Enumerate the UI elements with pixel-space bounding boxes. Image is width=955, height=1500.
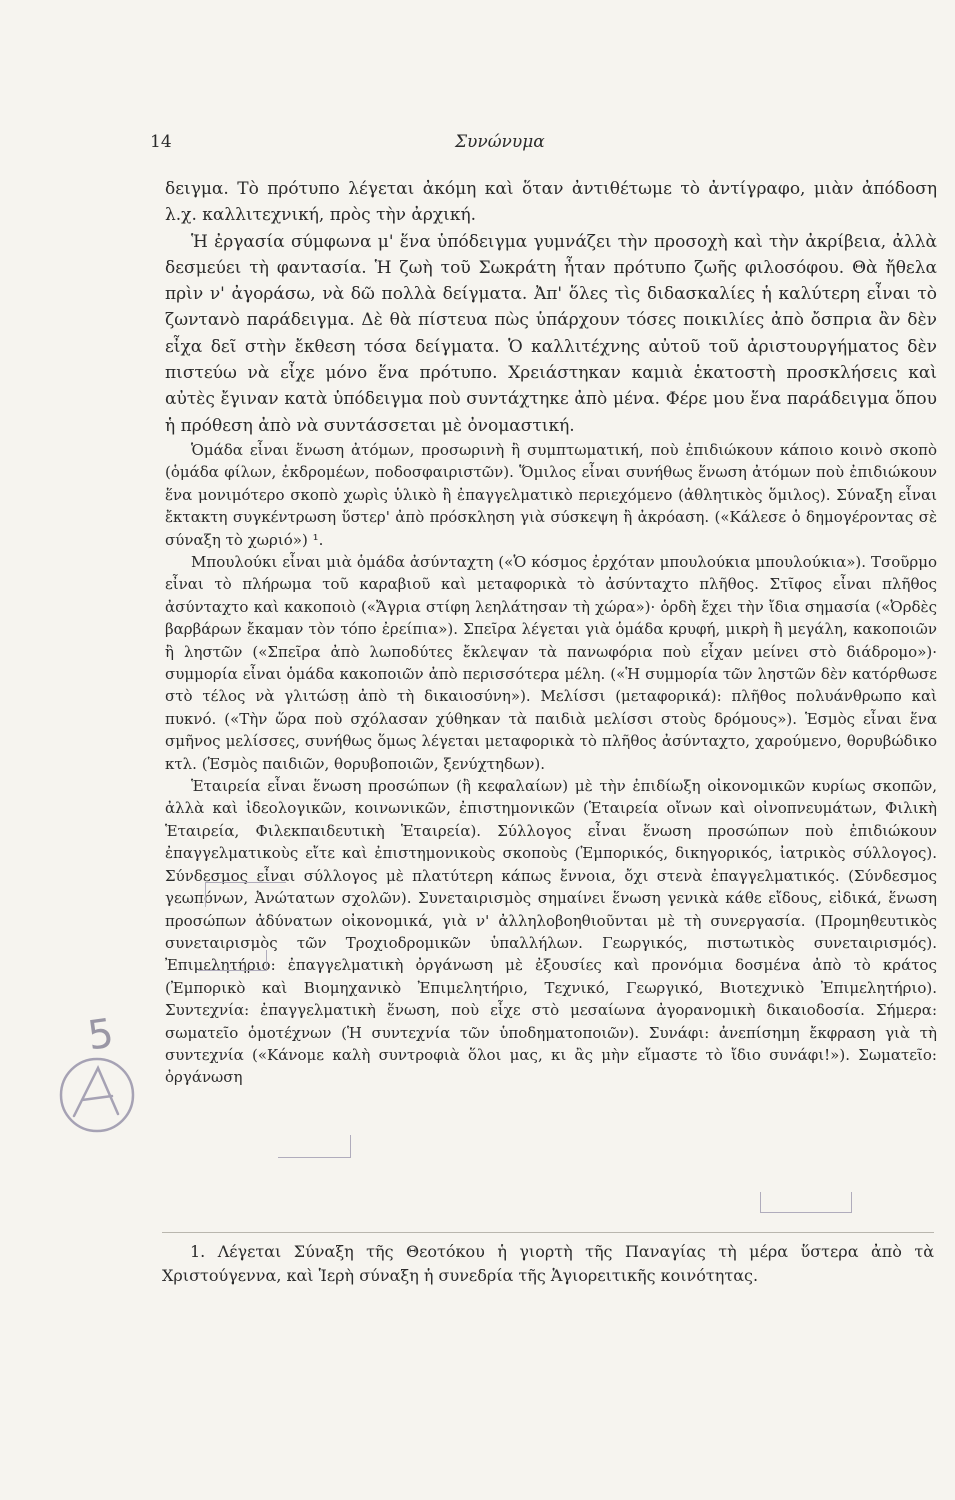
- pencil-bracket-mark: [198, 950, 267, 971]
- paragraph-4: Μπουλούκι εἶναι μιὰ ὁμάδα ἀσύνταχτη («Ὁ κόσμος ἐρχόταν μπουλούκια μπουλούκια»). Τσοῦρμο εἶναι τὸ πλήρωμα τοῦ καραβιοῦ καὶ μεταφορικὰ τὸ ἀσύνταχτο πλῆθος. Στῖφος εἶναι πλῆθος ἀσύνταχτο καὶ κακοποιὸ («Ἄγρια στίφη λεηλάτησαν τὴ χώρα»)· ὁρδὴ ἔχει τὴν ἴδια σημασία («Ὀρδὲς βαρβάρων ἔκαμαν τὸν τόπο ἐρείπια»). Σπεῖρα λέγεται γιὰ ὁμάδα κρυφή, μικρὴ ἢ μεγάλη, κακοποιῶν ἢ ληστῶν («Σπεῖρα ἀπὸ λωποδύτες ἔκλεψαν τὰ πανωφόρια ποὺ εἶχαν μείνει στὸ διάδρομο»)· συμμορία εἶναι ὁμάδα κακοποιῶν ἀπὸ περισσότερα μέλη. («Ἡ συμμορία τῶν ληστῶν δὲν κατόρθωσε στὸ τέλος νὰ γλιτώσῃ ἀπὸ τὴ δικαιοσύνη»). Μελίσσι (μεταφορικά): πλῆθος πολυάνθρωπο καὶ πυκνό. («Τὴν ὥρα ποὺ σχόλασαν χύθηκαν τὰ παιδιὰ μελίσσι στοὺς δρόμους»). Ἑσμὸς εἶναι ἕνα σμῆνος μελίσσες, συνήθως ὅμως λέγεται μεταφορικὰ τὸ πλῆθος ἀσύνταχτο, χαρούμενο, θορυβώδικο κτλ. (Ἑσμὸς παιδιῶν, θορυβοποιῶν, ξενύχτηδων).: [165, 553, 937, 773]
- paragraph-1: δειγμα. Τὸ πρότυπο λέγεται ἀκόμη καὶ ὅταν ἀντιθέτωμε τὸ ἀντίγραφο, μιὰν ἀπόδοση λ.χ. καλλιτεχνική, πρὸς τὴν ἀρχική.: [165, 179, 937, 226]
- paragraph-5: Ἑταιρεία εἶναι ἕνωση προσώπων (ἢ κεφαλαίων) μὲ τὴν ἐπιδίωξη οἰκονομικῶν κυρίως σκοπῶν, ἀλλὰ καὶ ἰδεολογικῶν, κοινωνικῶν, ἐπιστημονικῶν (Ἑταιρεία οἴνων καὶ οἰνοπνευμάτων, Φιλικὴ Ἑταιρεία, Φιλεκπαιδευτικὴ Ἑταιρεία). Σύλλογος εἶναι ἕνωση προσώπων ποὺ ἐπιδιώκουν ἐπαγγελματικοὺς εἴτε καὶ ἐπιστημονικοὺς σκοποὺς (Ἐμπορικός, δικηγορικός, ἰατρικὸς σύλλογος). Σύνδεσμος εἶναι σύλλογος μὲ πλατύτερη κάπως ἔννοια, ὄχι στενὰ ἐπαγγελματικός. (Σύνδεσμος γεωπόνων, Ἀνώτατων σχολῶν). Συνεταιρισμὸς σημαίνει ἕνωση γενικὰ κάθε εἴδους, εἰδικά, ἕνωση προσώπων ἀδύνατων οἰκονομικά, γιὰ ν' ἀλληλοβοηθιοῦνται μὲ τὴ συνεργασία. (Προμηθευτικὸς συνεταιρισμὸς τῶν Τροχιοδρομικῶν ὑπαλλήλων. Γεωργικός, πιστωτικὸς συνεταιρισμός). Ἐπιμελητήριο: ἐπαγγελματικὴ ὀργάνωση μὲ ἐξουσίες καὶ προνόμια δοσμένα ἀπὸ τὸ κράτος (Ἐμπορικὸ καὶ Βιομηχανικὸ Ἐπιμελητήριο, Τεχνικό, Γεωργικό, Βιοτεχνικὸ Ἐπιμελητήριο). Συντεχνία: ἐπαγγελματικὴ ἕνωση, ποὺ εἶχε στὸ μεσαίωνα ἀγορανομικὴ δικαιοδοσία. Σήμερα: σωματεῖο ὁμοτέχνων (Ἡ συντεχνία τῶν ὑποδηματοποιῶν). Συνάφι: ἀνεπίσημη ἔκφραση γιὰ τὴ συντεχνία («Κάνομε καλὴ συντροφιὰ ὅλοι μας, κι ἂς μὴν εἴμαστε τὸ ἴδιο συνάφι!»). Σωματεῖο: ὀργάνωση: [165, 777, 937, 1087]
- body-text: [165, 176, 937, 1089]
- pencil-bracket-mark: [760, 1192, 852, 1213]
- running-title: Συνώνυμα: [455, 132, 545, 152]
- paragraph-2: Ἡ ἐργασία σύμφωνα μ' ἕνα ὑπόδειγμα γυμνάζει τὴν προσοχὴ καὶ τὴν ἀκρίβεια, ἀλλὰ δεσμεύει τὴ φαντασία. Ἡ ζωὴ τοῦ Σωκράτη ἦταν πρότυπο ζωῆς φιλοσόφου. Θὰ ἤθελα πρὶν ν' ἀγοράσω, νὰ δῶ πολλὰ δείγματα. Ἀπ' ὅλες τὶς διδασκαλίες ἡ καλύτερη εἶναι τὸ ζωντανὸ παράδειγμα. Δὲ θὰ πίστευα πὼς ὑπάρχουν τόσες ποικιλίες ἀπὸ ὄσπρια ἂν δὲν εἶχα δεῖ στὴν ἔκθεση τόσα δείγματα. Ὁ καλλιτέχνης αὐτοῦ τοῦ ἀριστουργήματος δὲν πιστεύω νὰ εἶχε μόνο ἕνα πρότυπο. Χρειάστηκαν καμιὰ ἑκατοστὴ προσκλήσεις καὶ αὐτὲς ἔγιναν κατὰ ὑπόδειγμα ποὺ συντάχτηκε ἀπὸ μένα. Φέρε μου ἕνα παράδειγμα ὅπου ἡ πρόθεση ἀπὸ νὰ συντάσσεται μὲ ὀνομαστική.: [165, 231, 937, 436]
- page-number: 14: [150, 132, 172, 152]
- pencil-number-mark: 5: [84, 1010, 117, 1060]
- footnote-text: 1. Λέγεται Σύναξη τῆς Θεοτόκου ἡ γιορτὴ τῆς Παναγίας τὴ μέρα ὕστερα ἀπὸ τὰ Χριστούγεννα, καὶ Ἱερὴ σύναξη ἡ συνεδρία τῆς Ἁγιορειτικῆς κοινότητας.: [162, 1242, 934, 1285]
- paragraph-3: Ὁμάδα εἶναι ἕνωση ἀτόμων, προσωρινὴ ἢ συμπτωματική, ποὺ ἐπιδιώκουν κάποιο κοινὸ σκοπὸ (ὁμάδα φίλων, ἐκδρομέων, ποδοσφαιριστῶν). Ὅμιλος εἶναι συνήθως ἕνωση ἀτόμων ποὺ ἐπιδιώκουν ἕνα μονιμότερο σκοπὸ χωρὶς ὑλικὸ ἢ ἐπαγγελματικὸ περιεχόμενο (ἀθλητικὸς ὅμιλος). Σύναξη εἶναι ἔκτακτη συγκέντρωση ὕστερ' ἀπὸ πρόσκληση γιὰ σύσκεψη ἢ ἀκρόαση. («Κάλεσε ὁ δημογέροντας σὲ σύναξη τὸ χωριό») ¹.: [165, 440, 937, 549]
- footnote-separator: [162, 1232, 934, 1233]
- pencil-bracket-mark: [278, 1135, 351, 1158]
- page-header: [150, 132, 790, 162]
- pencil-bracket-mark: [205, 882, 286, 907]
- circled-a-pencil-icon: [52, 1050, 142, 1140]
- footnote: [162, 1240, 934, 1287]
